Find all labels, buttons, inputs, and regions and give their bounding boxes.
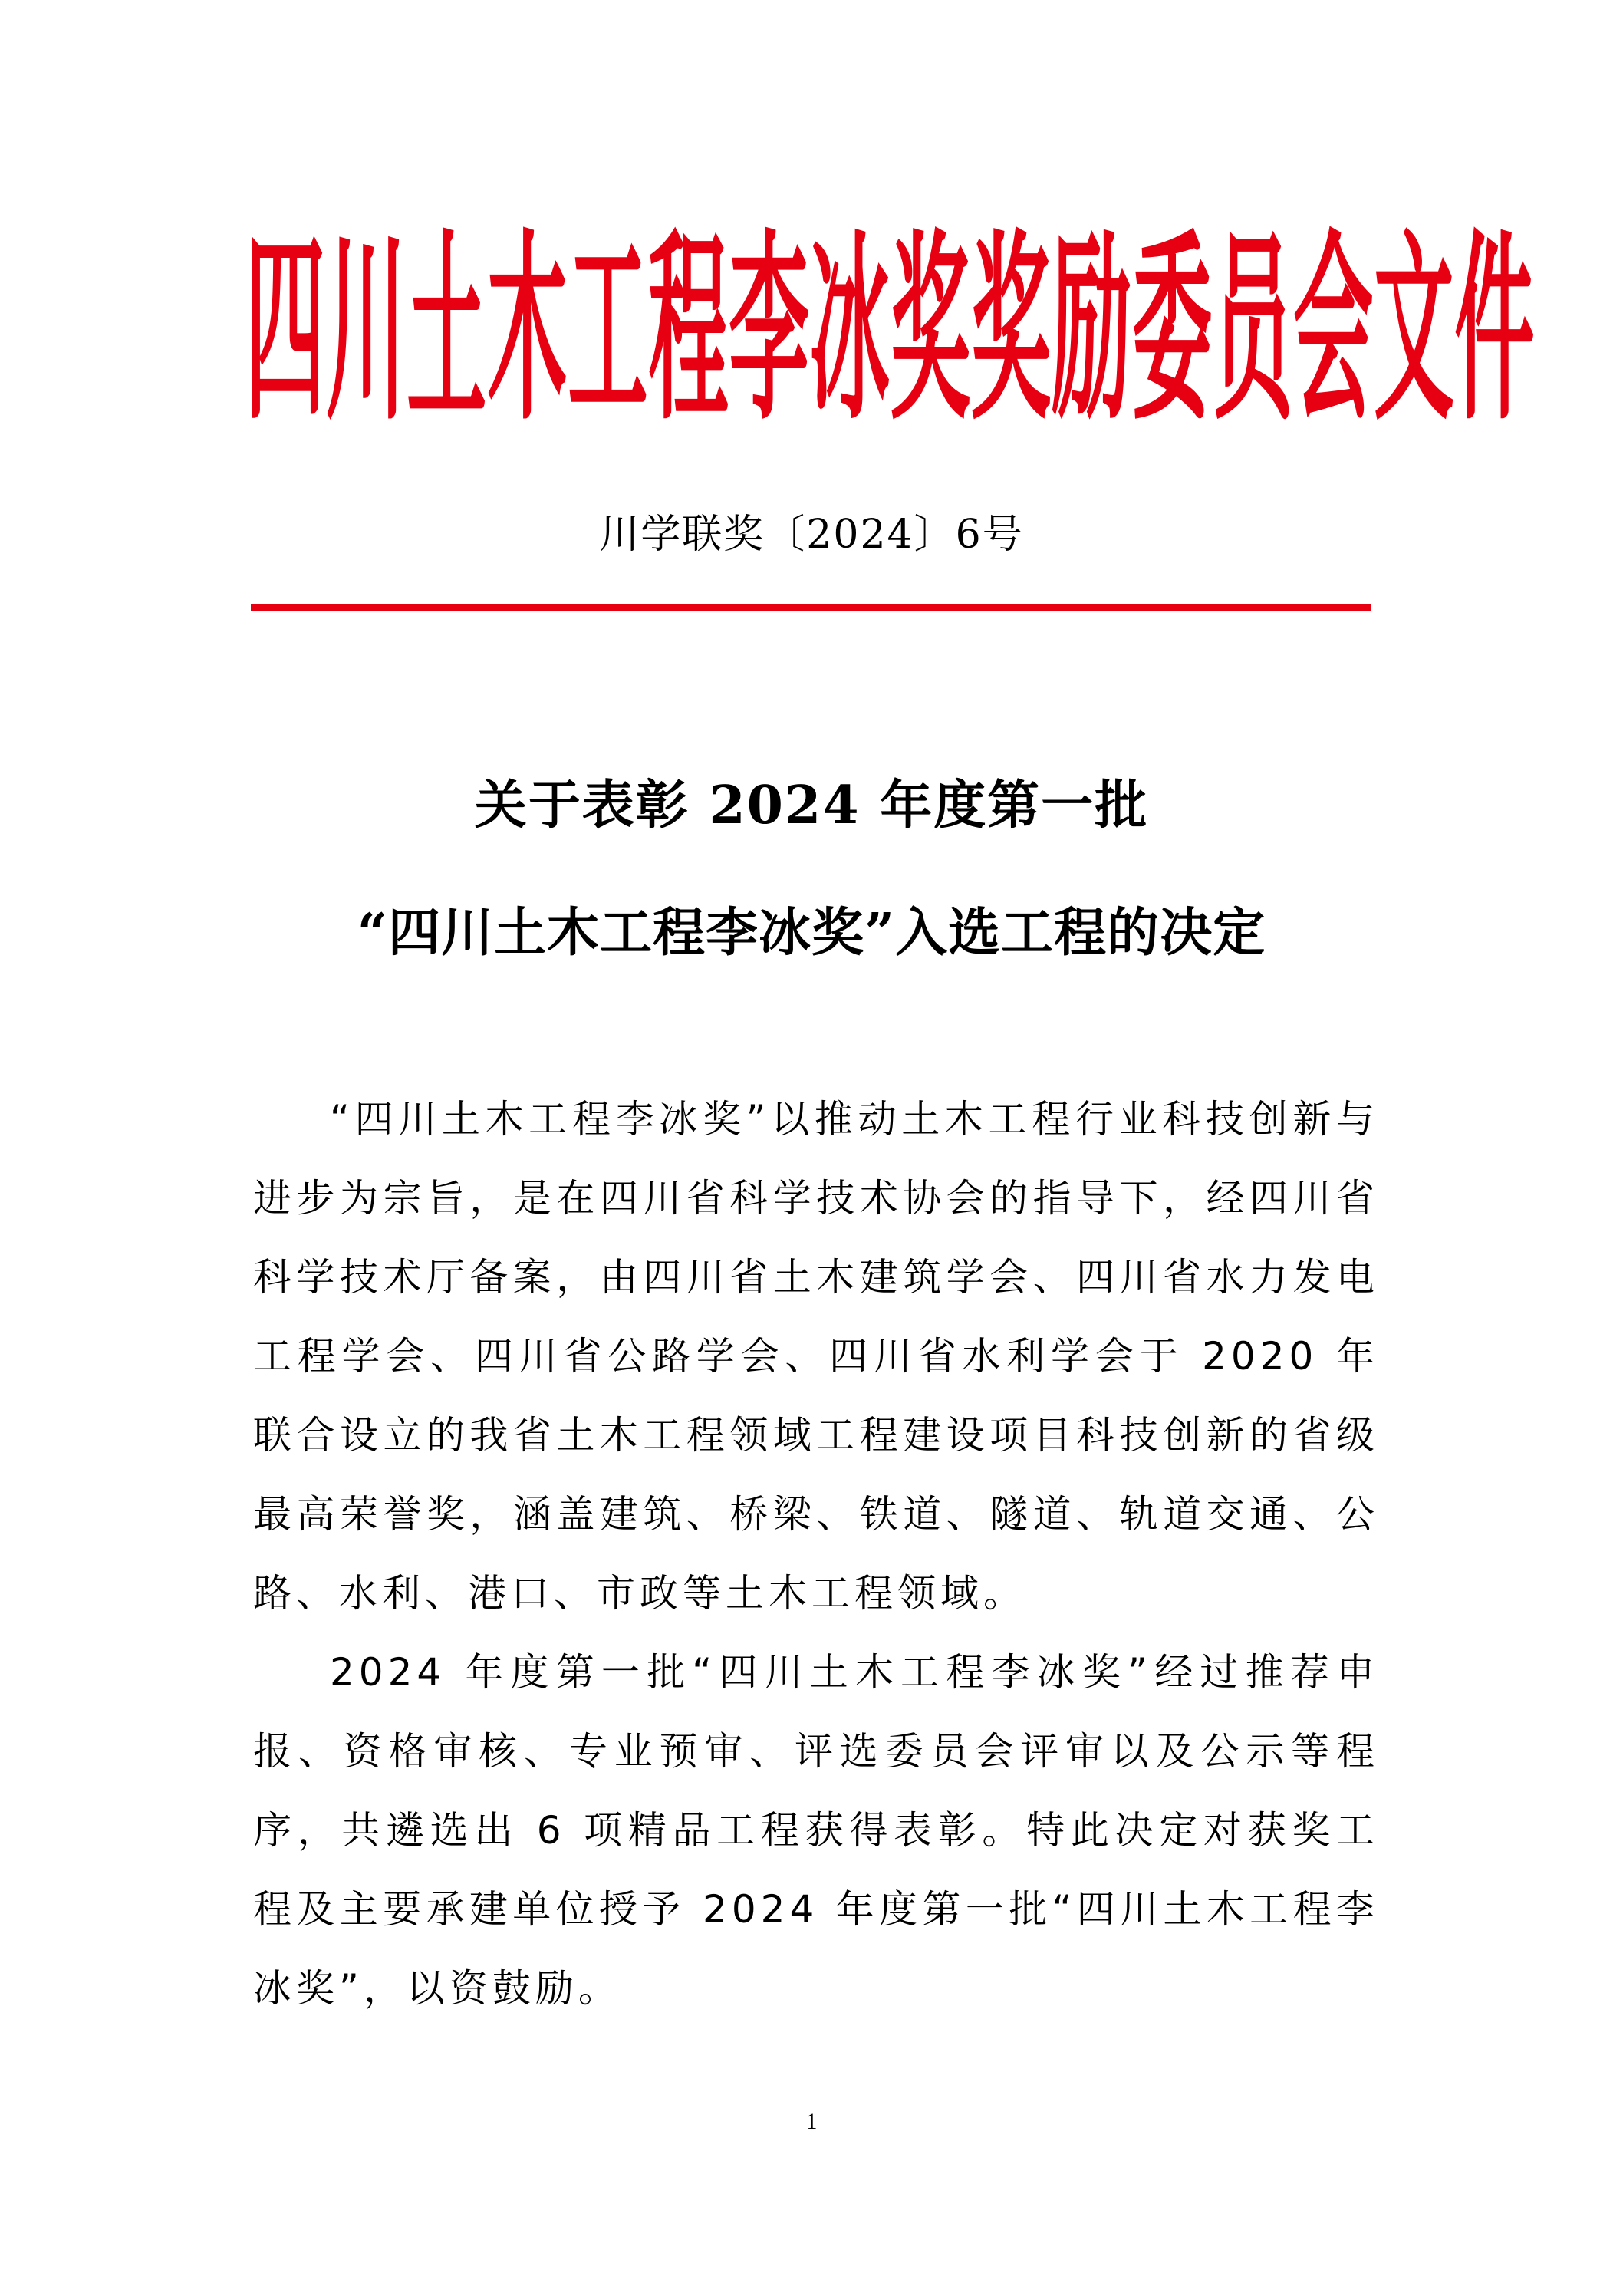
body-paragraph-1: “四川土木工程李冰奖”以推动土木工程行业科技创新与进步为宗旨，是在四川省科学技术协会的指导下，经四川省科学技术厅备案，由四川省土木建筑学会、四川省水力发电工程学会、四川省公路学会、四川省水利学会于 2020 年联合设立的我省土木工程领域工程建设项目科技创新的省级最高荣誉奖，涵盖建筑、桥梁、铁道、隧道、轨道交通、公路、水利、港口、市政等土木工程领域。 <box>253 1097 1379 1616</box>
masthead-title: 四川土木工程李冰奖奖励委员会文件 <box>245 212 1536 449</box>
page-number: 1 <box>805 2109 818 2134</box>
red-divider-line <box>251 604 1371 611</box>
document-body <box>253 1080 1379 2028</box>
body-paragraph-2: 2024 年度第一批“四川土木工程李冰奖”经过推荐申报、资格审核、专业预审、评选委员会评审以及公示等程序，共遴选出 6 项精品工程获得表彰。特此决定对获奖工程及主要承建单位授予 2024 年度第一批“四川土木工程李冰奖”，以资鼓励。 <box>253 1650 1379 2011</box>
document-title-line-1: 关于表彰 2024 年度第一批 <box>474 775 1149 836</box>
document-number: 川学联奖〔2024〕6号 <box>599 512 1024 558</box>
document-title-line-2: “四川土木工程李冰奖”入选工程的决定 <box>357 902 1266 964</box>
masthead <box>245 212 1536 453</box>
